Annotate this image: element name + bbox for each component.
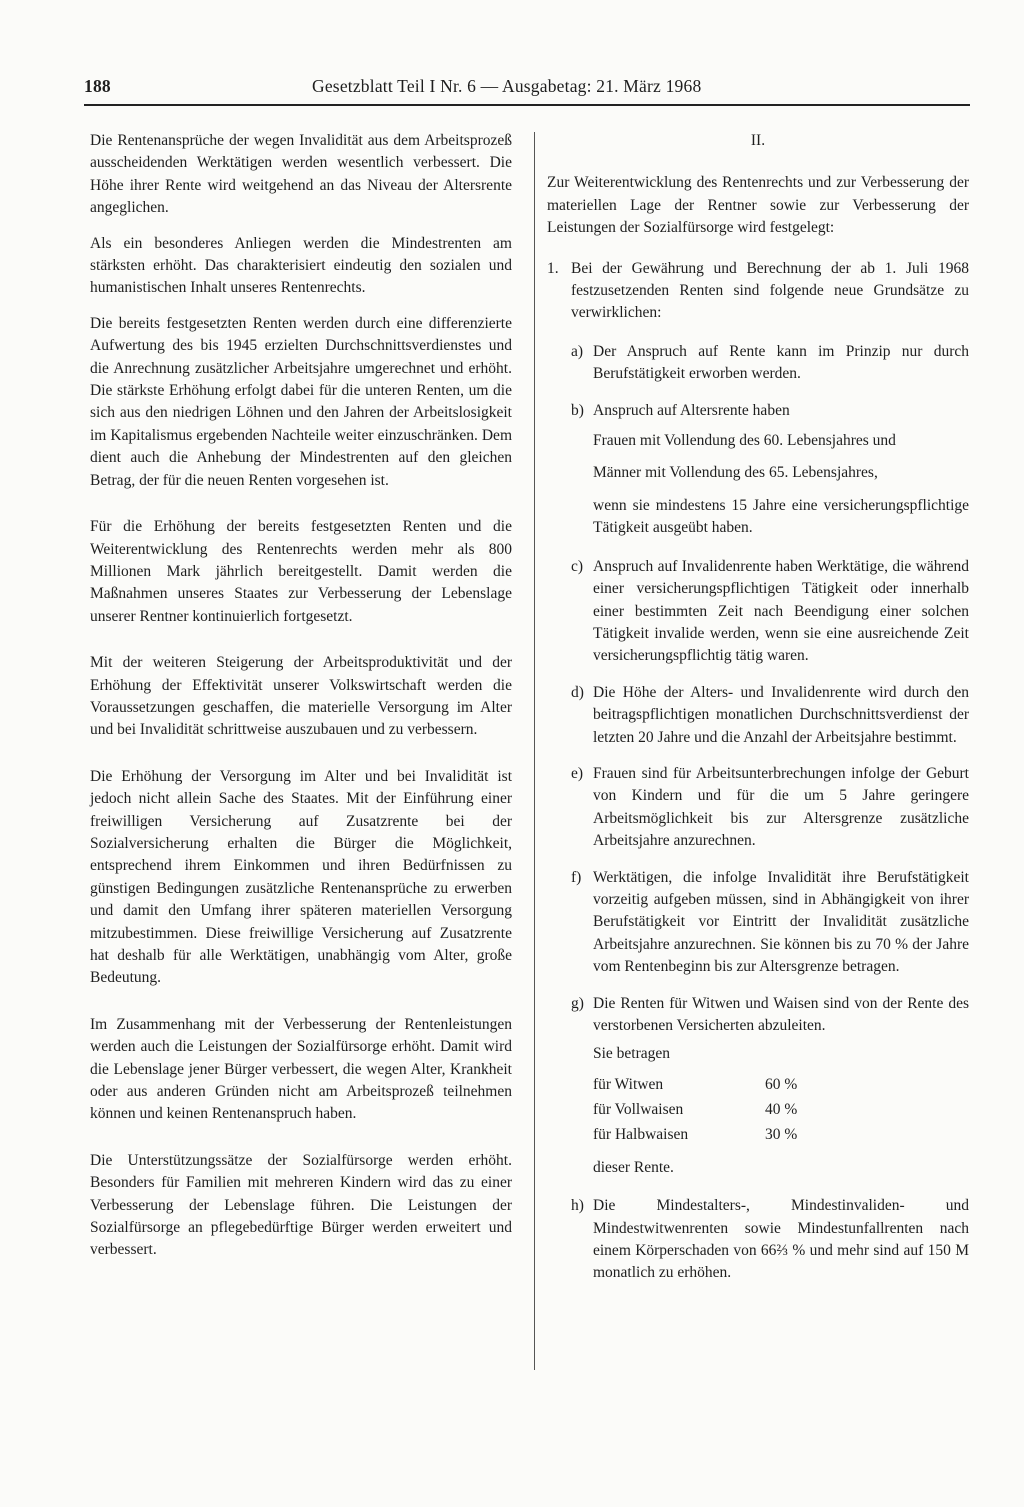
- sub-text: Anspruch auf Invalidenrente haben Werktätige, die während einer versicherungspflichtigen Tätigkeit oder innerhalb einer bestimmten Zeit nach Beendigung einer solchen Tätigkeit invalide werden, wenn sie eine ausreichende Zeit versicherungspflichtig tätig waren.: [593, 557, 969, 665]
- insurance-condition: wenn sie mindestens 15 Jahre eine versicherungspflichtige Tätigkeit ausgeübt haben.: [593, 496, 969, 537]
- paragraph: Im Zusammenhang mit der Verbesserung der Rentenleistungen werden auch die Leistungen der Sozialfürsorge erhöht. Damit wird die Lebenslage jener Bürger verbessert, die wegen Alter, Krankheit oder aus anderen Gründen nicht am Arbeitsprozeß teilnehmen können und keinen Rentenanspruch haben.: [90, 1015, 512, 1123]
- page-number: 188: [84, 76, 111, 96]
- item-marker: 1.: [547, 259, 559, 277]
- paragraph: Für die Erhöhung der bereits festgesetzten Renten und die Weiterentwicklung des Rentenrechts werden mehr als 800 Millionen Mark jährlich bereitgestellt. Damit werden die Maßnahmen unseres Staates zur Verbesserung der Lebenslage unserer Rentner kontinuierlich fortgesetzt.: [90, 518, 512, 625]
- gazette-title: Gesetzblatt Teil I Nr. 6 — Ausgabetag: 21. März 1968: [312, 76, 702, 96]
- rate-row: [593, 1097, 969, 1122]
- sub-item-h: [547, 1195, 969, 1285]
- rate-row: [593, 1122, 969, 1147]
- rate-value: 30 %: [765, 1125, 798, 1143]
- rate-value: 40 %: [765, 1100, 798, 1118]
- rates-tail: dieser Rente.: [593, 1158, 674, 1176]
- section-intro: Zur Weiterentwicklung des Rentenrechts und zur Verbesserung der materiellen Lage der Rentner sowie zur Verbesserung der Leistungen der Sozialfürsorge wird festgelegt:: [547, 174, 969, 237]
- paragraph: Die Unterstützungssätze der Sozialfürsorge werden erhöht. Besonders für Familien mit mehreren Kindern wird das zu einer Verbesserung der Lebenslage führen. Die Leistungen der Sozialfürsorge an pflegebedürftige Bürger werden erweitert und verbessert.: [90, 1151, 512, 1259]
- sub-item-f: [547, 867, 969, 979]
- paragraph: Mit der weiteren Steigerung der Arbeitsproduktivität und der Erhöhung der Effektivität unserer Volkswirtschaft werden die Voraussetzungen geschaffen, die materielle Versorgung im Alter und bei Invalidität schrittweise auszubauen und zu verbessern.: [90, 654, 512, 739]
- sub-text: Der Anspruch auf Rente kann im Prinzip nur durch Berufstätigkeit erworben werden.: [593, 342, 969, 383]
- sub-item-b: [547, 400, 969, 422]
- left-column: [90, 130, 512, 1275]
- sub-marker: e): [571, 764, 584, 782]
- header-rule: [84, 104, 970, 106]
- paragraph: Die Rentenansprüche der wegen Invalidität aus dem Arbeitsprozeß ausscheidenden Werktätigen werden wesentlich verbessert. Die Höhe ihrer Rente wird weitgehend an das Niveau der Altersrente angeglichen.: [90, 132, 512, 217]
- sub-text: Frauen sind für Arbeitsunterbrechungen infolge der Geburt von Kindern und für die um 5 Jahre geringere Arbeitsmöglichkeit bis zur Altersgrenze zusätzliche Arbeitsjahre anzurechnen.: [593, 764, 969, 850]
- right-column: [547, 130, 969, 1299]
- men-condition: Männer mit Vollendung des 65. Lebensjahres,: [593, 464, 878, 482]
- rate-label: für Vollwaisen: [593, 1100, 684, 1118]
- sub-text: Die Renten für Witwen und Waisen sind von der Rente des verstorbenen Versicherten abzuleiten.: [593, 994, 969, 1034]
- sub-marker: d): [571, 683, 584, 701]
- sub-text: Werktätigen, die infolge Invalidität ihre Berufstätigkeit vorzeitig aufgeben müssen, sind in Abhängigkeit von ihrer Berufstätigkeit vor Eintritt der Invalidität zusätzliche Arbeitsjahre anzurechnen. Sie können bis zu 70 % der Jahre vom Rentenbeginn bis zur Altersgrenze betragen.: [593, 868, 969, 976]
- sub-marker: c): [571, 557, 584, 575]
- sub-marker: g): [571, 994, 584, 1012]
- women-condition: Frauen mit Vollendung des 60. Lebensjahres und: [593, 432, 896, 450]
- rates-table: [547, 1072, 969, 1147]
- rate-row: [593, 1072, 969, 1097]
- sub-text: Die Mindestalters-, Mindestinvaliden- und Mindestwitwenrenten sowie Mindestunfallrenten nach einem Körperschaden von 66⅔ % und mehr sind auf 150 M monatlich zu erhöhen.: [593, 1197, 969, 1282]
- sub-item-d: [547, 682, 969, 749]
- sub-item-c: [547, 556, 969, 668]
- rate-label: für Witwen: [593, 1075, 664, 1093]
- sub-marker: h): [571, 1197, 584, 1215]
- column-divider: [534, 132, 535, 1370]
- paragraph: Die Erhöhung der Versorgung im Alter und bei Invalidität ist jedoch nicht allein Sache des Staates. Mit der Einführung einer freiwilligen Versicherung auf Zusatzrente bei der Sozialversicherung erhalten die Bürger die Möglichkeit, entsprechend ihrem Einkommen und ihren Bedürfnissen zu günstigen Bedingungen zusätzliche Rentenansprüche zu erwerben und damit den Umfang ihrer späteren materiellen Versorgung mitzubestimmen. Diese freiwillige Versicherung auf Zusatzrente hat deshalb für alle Werktätigen, unabhängig vom Alter, große Bedeutung.: [90, 767, 512, 987]
- sub-text: Anspruch auf Altersrente haben: [593, 401, 790, 419]
- sub-item-g: [547, 993, 969, 1038]
- page-header: [84, 76, 970, 98]
- sub-item-a: [547, 341, 969, 386]
- paragraph: Die bereits festgesetzten Renten werden durch eine differenzierte Aufwertung des bis 1945 erzielten Durchschnittsverdienstes und die Anrechnung zusätzlicher Arbeitsjahre umgerechnet und erhöht. Die stärkste Erhöhung erfolgt dabei für die unteren Renten, um die sich aus den niedrigen Löhnen und den Jahren der Arbeitslosigkeit im Kapitalismus ergebenden Nachteile weiter einzuschränken. Dem dient auch die Anhebung der Mindestrenten auf den gleichen Betrag, der für die neuen Renten vorgesehen ist.: [90, 314, 512, 489]
- sub-text: Die Höhe der Alters- und Invalidenrente wird durch den beitragspflichtigen monatlichen Durchschnittsverdienst der letzten 20 Jahre und die Anzahl der Arbeitsjahre bestimmt.: [593, 683, 969, 746]
- item-text: Bei der Gewährung und Berechnung der ab 1. Juli 1968 festzusetzenden Renten sind folgende neue Grundsätze zu verwirklichen:: [571, 259, 969, 322]
- sub-marker: b): [571, 401, 584, 419]
- paragraph: Als ein besonderes Anliegen werden die Mindestrenten am stärksten erhöht. Das charakterisiert eindeutig den sozialen und humanistischen Inhalt unseres Rentenrechts.: [90, 234, 512, 297]
- section-number: II.: [750, 132, 766, 149]
- rate-value: 60 %: [765, 1075, 798, 1093]
- sub-marker: a): [571, 342, 584, 360]
- rate-label: für Halbwaisen: [593, 1125, 689, 1143]
- list-item-1: [547, 258, 969, 325]
- rates-lead: Sie betragen: [593, 1045, 671, 1063]
- sub-marker: f): [571, 868, 582, 886]
- sub-item-e: [547, 763, 969, 853]
